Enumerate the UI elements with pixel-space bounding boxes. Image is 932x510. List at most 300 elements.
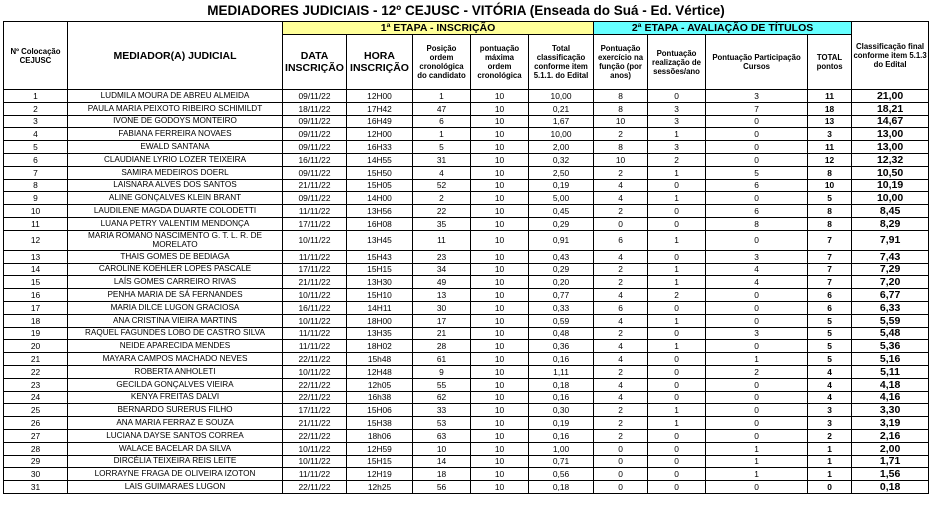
cell-hora: 12H00	[347, 128, 413, 141]
cell-total-pontos: 6	[808, 289, 852, 302]
cell-total-class: 0,29	[529, 263, 594, 276]
cell-exercicio: 10	[594, 153, 648, 166]
cell-cursos: 0	[706, 153, 808, 166]
cell-total-class: 0,19	[529, 179, 594, 192]
cell-pontuacao-max: 10	[471, 263, 529, 276]
cell-nome: CAROLINE KOEHLER LOPES PASCALE	[68, 263, 283, 276]
cell-total-pontos: 18	[808, 102, 852, 115]
cell-pontuacao-max: 10	[471, 115, 529, 128]
cell-total-pontos: 11	[808, 90, 852, 103]
cell-sessoes: 1	[648, 166, 706, 179]
header-final: Classificação final conforme item 5.1.3 do Edital	[852, 22, 929, 90]
cell-posicao: 22	[413, 205, 471, 218]
cell-pontuacao-max: 10	[471, 230, 529, 250]
cell-pontuacao-max: 10	[471, 128, 529, 141]
table-row	[4, 102, 929, 115]
cell-posicao: 6	[413, 115, 471, 128]
table-row	[4, 192, 929, 205]
cell-hora: 14H00	[347, 192, 413, 205]
cell-nome: CLAUDIANE LYRIO LOZER TEIXEIRA	[68, 153, 283, 166]
cell-hora: 15H15	[347, 263, 413, 276]
cell-cursos: 0	[706, 230, 808, 250]
cell-hora: 15H50	[347, 166, 413, 179]
cell-nome: LUDMILA MOURA DE ABREU ALMEIDA	[68, 90, 283, 103]
cell-sessoes: 1	[648, 417, 706, 430]
cell-colocacao: 1	[4, 90, 68, 103]
cell-cursos: 0	[706, 141, 808, 154]
cell-sessoes: 3	[648, 115, 706, 128]
table-row	[4, 314, 929, 327]
table-row	[4, 115, 929, 128]
cell-final: 5,16	[852, 353, 929, 366]
cell-total-pontos: 4	[808, 365, 852, 378]
cell-final: 3,19	[852, 417, 929, 430]
cell-posicao: 4	[413, 166, 471, 179]
page-title: MEDIADORES JUDICIAIS - 12º CEJUSC - VITÓRIA (Enseada do Suá - Ed. Vértice)	[207, 3, 725, 18]
table-row	[4, 404, 929, 417]
cell-final: 3,30	[852, 404, 929, 417]
cell-cursos: 0	[706, 429, 808, 442]
cell-pontuacao-max: 10	[471, 442, 529, 455]
cell-exercicio: 10	[594, 115, 648, 128]
cell-nome: MAYARA CAMPOS MACHADO NEVES	[68, 353, 283, 366]
cell-posicao: 35	[413, 217, 471, 230]
cell-data: 09/11/22	[283, 141, 347, 154]
cell-final: 13,00	[852, 128, 929, 141]
cell-sessoes: 0	[648, 481, 706, 494]
cell-sessoes: 2	[648, 289, 706, 302]
cell-hora: 18H02	[347, 340, 413, 353]
cell-posicao: 49	[413, 276, 471, 289]
cell-cursos: 4	[706, 263, 808, 276]
cell-final: 13,00	[852, 141, 929, 154]
cell-hora: 12H19	[347, 468, 413, 481]
cell-sessoes: 0	[648, 301, 706, 314]
cell-total-pontos: 5	[808, 353, 852, 366]
cell-colocacao: 12	[4, 230, 68, 250]
header-sessoes: Pontuação realização de sessões/ano	[648, 35, 706, 90]
header-hora: HORA INSCRIÇÃO	[347, 35, 413, 90]
cell-final: 7,29	[852, 263, 929, 276]
cell-nome: LAÍS GOMES CARREIRO RIVAS	[68, 276, 283, 289]
cell-colocacao: 23	[4, 378, 68, 391]
cell-total-class: 1,11	[529, 365, 594, 378]
cell-posicao: 11	[413, 230, 471, 250]
cell-total-pontos: 1	[808, 468, 852, 481]
cell-sessoes: 0	[648, 327, 706, 340]
table-row	[4, 455, 929, 468]
cell-exercicio: 4	[594, 391, 648, 404]
cell-colocacao: 28	[4, 442, 68, 455]
cell-pontuacao-max: 10	[471, 468, 529, 481]
cell-final: 10,00	[852, 192, 929, 205]
cell-sessoes: 1	[648, 404, 706, 417]
cell-total-class: 5,00	[529, 192, 594, 205]
cell-data: 22/11/22	[283, 378, 347, 391]
cell-colocacao: 22	[4, 365, 68, 378]
cell-exercicio: 8	[594, 102, 648, 115]
cell-exercicio: 6	[594, 301, 648, 314]
cell-total-pontos: 8	[808, 217, 852, 230]
cell-total-pontos: 12	[808, 153, 852, 166]
cell-pontuacao-max: 10	[471, 205, 529, 218]
cell-pontuacao-max: 10	[471, 391, 529, 404]
cell-nome: LUANA PETRY VALENTIM MENDONÇA	[68, 217, 283, 230]
cell-colocacao: 15	[4, 276, 68, 289]
cell-cursos: 0	[706, 115, 808, 128]
cell-total-pontos: 5	[808, 340, 852, 353]
cell-total-class: 0,18	[529, 378, 594, 391]
cell-exercicio: 4	[594, 289, 648, 302]
cell-colocacao: 10	[4, 205, 68, 218]
cell-cursos: 7	[706, 102, 808, 115]
cell-exercicio: 0	[594, 442, 648, 455]
cell-sessoes: 0	[648, 365, 706, 378]
cell-nome: ALINE GONÇALVES KLEIN BRANT	[68, 192, 283, 205]
cell-exercicio: 2	[594, 166, 648, 179]
cell-exercicio: 2	[594, 263, 648, 276]
cell-total-class: 0,71	[529, 455, 594, 468]
cell-pontuacao-max: 10	[471, 404, 529, 417]
cell-final: 10,19	[852, 179, 929, 192]
cell-data: 22/11/22	[283, 429, 347, 442]
cell-sessoes: 1	[648, 314, 706, 327]
cell-cursos: 0	[706, 289, 808, 302]
cell-posicao: 34	[413, 263, 471, 276]
cell-total-pontos: 3	[808, 128, 852, 141]
cell-pontuacao-max: 10	[471, 378, 529, 391]
cell-total-class: 0,45	[529, 205, 594, 218]
cell-pontuacao-max: 10	[471, 153, 529, 166]
cell-exercicio: 2	[594, 205, 648, 218]
cell-pontuacao-max: 10	[471, 276, 529, 289]
cell-nome: EWALD SANTANA	[68, 141, 283, 154]
cell-exercicio: 2	[594, 417, 648, 430]
ranking-table	[3, 21, 929, 494]
cell-exercicio: 2	[594, 276, 648, 289]
cell-total-pontos: 7	[808, 250, 852, 263]
cell-posicao: 9	[413, 365, 471, 378]
cell-nome: PENHA MARIA DE SÁ FERNANDES	[68, 289, 283, 302]
cell-data: 22/11/22	[283, 391, 347, 404]
cell-sessoes: 0	[648, 250, 706, 263]
cell-total-pontos: 4	[808, 378, 852, 391]
cell-colocacao: 11	[4, 217, 68, 230]
cell-sessoes: 1	[648, 276, 706, 289]
cell-hora: 12H00	[347, 90, 413, 103]
cell-total-pontos: 10	[808, 179, 852, 192]
cell-total-class: 2,00	[529, 141, 594, 154]
cell-nome: LAIS GUIMARAES LUGON	[68, 481, 283, 494]
cell-colocacao: 4	[4, 128, 68, 141]
cell-posicao: 14	[413, 455, 471, 468]
cell-nome: RAQUEL FAGUNDES LOBO DE CASTRO SILVA	[68, 327, 283, 340]
cell-pontuacao-max: 10	[471, 365, 529, 378]
cell-sessoes: 1	[648, 128, 706, 141]
cell-exercicio: 8	[594, 90, 648, 103]
cell-data: 09/11/22	[283, 115, 347, 128]
cell-colocacao: 26	[4, 417, 68, 430]
cell-total-pontos: 0	[808, 481, 852, 494]
cell-colocacao: 30	[4, 468, 68, 481]
cell-nome: PAULA MARIA PEIXOTO RIBEIRO SCHIMILDT	[68, 102, 283, 115]
table-row	[4, 429, 929, 442]
cell-sessoes: 0	[648, 378, 706, 391]
cell-hora: 13H30	[347, 276, 413, 289]
table-row	[4, 468, 929, 481]
cell-nome: ANA MARIA FERRAZ E SOUZA	[68, 417, 283, 430]
cell-sessoes: 0	[648, 353, 706, 366]
cell-posicao: 1	[413, 90, 471, 103]
cell-cursos: 0	[706, 192, 808, 205]
cell-data: 17/11/22	[283, 263, 347, 276]
cell-final: 4,16	[852, 391, 929, 404]
cell-total-class: 0,16	[529, 391, 594, 404]
cell-pontuacao-max: 10	[471, 340, 529, 353]
cell-data: 11/11/22	[283, 340, 347, 353]
cell-sessoes: 0	[648, 90, 706, 103]
cell-cursos: 0	[706, 314, 808, 327]
cell-cursos: 0	[706, 340, 808, 353]
table-row	[4, 250, 929, 263]
cell-total-class: 0,16	[529, 429, 594, 442]
header-posicao: Posição ordem cronológica do candidato	[413, 35, 471, 90]
cell-colocacao: 17	[4, 301, 68, 314]
cell-data: 11/11/22	[283, 205, 347, 218]
cell-final: 8,29	[852, 217, 929, 230]
table-row	[4, 481, 929, 494]
cell-final: 5,48	[852, 327, 929, 340]
cell-total-pontos: 1	[808, 442, 852, 455]
cell-final: 1,56	[852, 468, 929, 481]
cell-data: 09/11/22	[283, 192, 347, 205]
cell-data: 16/11/22	[283, 153, 347, 166]
cell-total-pontos: 4	[808, 391, 852, 404]
cell-colocacao: 31	[4, 481, 68, 494]
cell-colocacao: 24	[4, 391, 68, 404]
cell-sessoes: 0	[648, 455, 706, 468]
table-row	[4, 217, 929, 230]
cell-final: 6,77	[852, 289, 929, 302]
cell-total-class: 0,33	[529, 301, 594, 314]
cell-posicao: 53	[413, 417, 471, 430]
cell-exercicio: 0	[594, 217, 648, 230]
cell-pontuacao-max: 10	[471, 301, 529, 314]
cell-colocacao: 27	[4, 429, 68, 442]
header-pontuacao-max: pontuação máxima ordem cronológica	[471, 35, 529, 90]
cell-total-pontos: 2	[808, 429, 852, 442]
cell-hora: 14H11	[347, 301, 413, 314]
cell-hora: 14H55	[347, 153, 413, 166]
cell-final: 1,71	[852, 455, 929, 468]
table-row	[4, 301, 929, 314]
cell-nome: GECILDA GONÇALVES VIEIRA	[68, 378, 283, 391]
cell-data: 10/11/22	[283, 314, 347, 327]
cell-hora: 16H33	[347, 141, 413, 154]
cell-hora: 15H05	[347, 179, 413, 192]
table-row	[4, 230, 929, 250]
cell-exercicio: 4	[594, 353, 648, 366]
cell-data: 17/11/22	[283, 404, 347, 417]
cell-colocacao: 7	[4, 166, 68, 179]
cell-hora: 12H48	[347, 365, 413, 378]
cell-cursos: 0	[706, 301, 808, 314]
cell-nome: NEIDE APARECIDA MENDES	[68, 340, 283, 353]
cell-hora: 15H38	[347, 417, 413, 430]
cell-exercicio: 8	[594, 141, 648, 154]
cell-posicao: 52	[413, 179, 471, 192]
cell-data: 21/11/22	[283, 417, 347, 430]
cell-nome: FABIANA FERREIRA NOVAES	[68, 128, 283, 141]
table-row	[4, 378, 929, 391]
cell-total-pontos: 7	[808, 263, 852, 276]
cell-total-pontos: 8	[808, 205, 852, 218]
cell-exercicio: 0	[594, 455, 648, 468]
table-row	[4, 442, 929, 455]
cell-hora: 17H42	[347, 102, 413, 115]
cell-cursos: 1	[706, 455, 808, 468]
cell-pontuacao-max: 10	[471, 102, 529, 115]
cell-colocacao: 6	[4, 153, 68, 166]
cell-data: 11/11/22	[283, 250, 347, 263]
cell-hora: 13H45	[347, 230, 413, 250]
cell-hora: 15H15	[347, 455, 413, 468]
cell-total-pontos: 13	[808, 115, 852, 128]
cell-pontuacao-max: 10	[471, 192, 529, 205]
table-row	[4, 205, 929, 218]
cell-pontuacao-max: 10	[471, 314, 529, 327]
cell-colocacao: 14	[4, 263, 68, 276]
cell-total-pontos: 11	[808, 141, 852, 154]
cell-posicao: 63	[413, 429, 471, 442]
table-row	[4, 289, 929, 302]
cell-pontuacao-max: 10	[471, 250, 529, 263]
header-exercicio: Pontuação exercício na função (por anos)	[594, 35, 648, 90]
cell-sessoes: 0	[648, 429, 706, 442]
cell-total-class: 1,67	[529, 115, 594, 128]
cell-total-pontos: 3	[808, 417, 852, 430]
cell-nome: IVONE DE GODOYS MONTEIRO	[68, 115, 283, 128]
cell-pontuacao-max: 10	[471, 353, 529, 366]
cell-cursos: 1	[706, 442, 808, 455]
cell-sessoes: 0	[648, 217, 706, 230]
cell-posicao: 5	[413, 141, 471, 154]
cell-total-class: 1,00	[529, 442, 594, 455]
cell-nome: SAMIRA MEDEIROS DOERL	[68, 166, 283, 179]
cell-cursos: 0	[706, 378, 808, 391]
cell-total-class: 0,77	[529, 289, 594, 302]
cell-data: 10/11/22	[283, 289, 347, 302]
table-row	[4, 153, 929, 166]
cell-colocacao: 20	[4, 340, 68, 353]
cell-cursos: 6	[706, 205, 808, 218]
cell-colocacao: 21	[4, 353, 68, 366]
cell-data: 09/11/22	[283, 166, 347, 179]
cell-posicao: 31	[413, 153, 471, 166]
cell-hora: 15H10	[347, 289, 413, 302]
cell-posicao: 55	[413, 378, 471, 391]
cell-sessoes: 1	[648, 263, 706, 276]
cell-hora: 12H59	[347, 442, 413, 455]
cell-posicao: 28	[413, 340, 471, 353]
cell-colocacao: 29	[4, 455, 68, 468]
cell-data: 09/11/22	[283, 128, 347, 141]
cell-hora: 15H43	[347, 250, 413, 263]
cell-cursos: 5	[706, 166, 808, 179]
cell-cursos: 1	[706, 468, 808, 481]
cell-pontuacao-max: 10	[471, 327, 529, 340]
cell-exercicio: 4	[594, 340, 648, 353]
cell-final: 2,16	[852, 429, 929, 442]
table-row	[4, 365, 929, 378]
header-cursos: Pontuação Participação Cursos	[706, 35, 808, 90]
table-row	[4, 417, 929, 430]
cell-data: 10/11/22	[283, 442, 347, 455]
table-row	[4, 276, 929, 289]
cell-total-pontos: 8	[808, 166, 852, 179]
cell-hora: 16h38	[347, 391, 413, 404]
cell-cursos: 0	[706, 417, 808, 430]
cell-cursos: 0	[706, 481, 808, 494]
cell-pontuacao-max: 10	[471, 217, 529, 230]
cell-exercicio: 2	[594, 429, 648, 442]
cell-pontuacao-max: 10	[471, 166, 529, 179]
table-row	[4, 263, 929, 276]
cell-data: 17/11/22	[283, 217, 347, 230]
cell-final: 5,11	[852, 365, 929, 378]
cell-total-pontos: 5	[808, 314, 852, 327]
cell-hora: 12h25	[347, 481, 413, 494]
cell-total-class: 0,56	[529, 468, 594, 481]
cell-posicao: 1	[413, 128, 471, 141]
cell-posicao: 61	[413, 353, 471, 366]
cell-data: 11/11/22	[283, 327, 347, 340]
cell-total-pontos: 7	[808, 276, 852, 289]
cell-total-class: 0,59	[529, 314, 594, 327]
cell-final: 7,20	[852, 276, 929, 289]
cell-data: 18/11/22	[283, 102, 347, 115]
cell-posicao: 13	[413, 289, 471, 302]
table-row	[4, 166, 929, 179]
cell-cursos: 3	[706, 250, 808, 263]
cell-posicao: 30	[413, 301, 471, 314]
table-row	[4, 391, 929, 404]
cell-final: 6,33	[852, 301, 929, 314]
header-total-pontos: TOTAL pontos	[808, 35, 852, 90]
cell-cursos: 1	[706, 353, 808, 366]
cell-exercicio: 4	[594, 378, 648, 391]
cell-sessoes: 0	[648, 468, 706, 481]
cell-sessoes: 2	[648, 153, 706, 166]
cell-exercicio: 0	[594, 481, 648, 494]
cell-exercicio: 6	[594, 230, 648, 250]
cell-exercicio: 2	[594, 327, 648, 340]
cell-cursos: 0	[706, 391, 808, 404]
cell-data: 10/11/22	[283, 230, 347, 250]
cell-total-class: 0,29	[529, 217, 594, 230]
cell-posicao: 2	[413, 192, 471, 205]
cell-sessoes: 3	[648, 141, 706, 154]
cell-colocacao: 16	[4, 289, 68, 302]
cell-cursos: 3	[706, 327, 808, 340]
cell-colocacao: 25	[4, 404, 68, 417]
cell-hora: 12h05	[347, 378, 413, 391]
cell-data: 09/11/22	[283, 90, 347, 103]
cell-cursos: 2	[706, 365, 808, 378]
cell-pontuacao-max: 10	[471, 141, 529, 154]
cell-posicao: 23	[413, 250, 471, 263]
cell-total-class: 0,20	[529, 276, 594, 289]
